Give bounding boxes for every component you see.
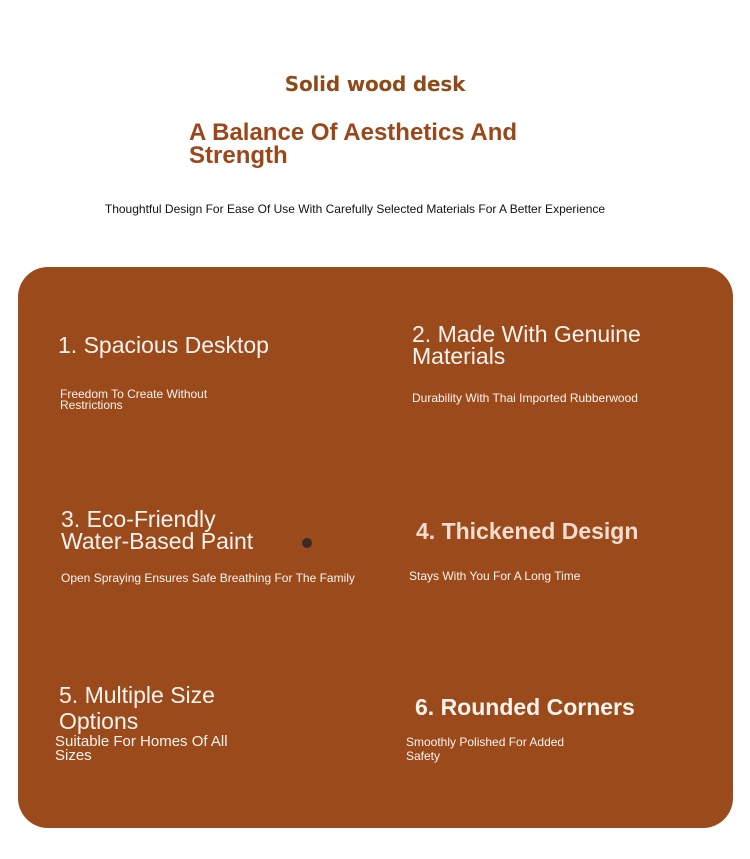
- feature-1-title: 1. Spacious Desktop: [58, 332, 269, 358]
- feature-2-title: 2. Made With Genuine Materials: [412, 321, 641, 369]
- feature-3-description: Open Spraying Ensures Safe Breathing For The Family: [61, 571, 355, 585]
- page-headline: A Balance Of Aesthetics And Strength: [189, 119, 518, 169]
- decorative-dot: [302, 538, 312, 548]
- feature-2-description: Durability With Thai Imported Rubberwood: [412, 391, 638, 405]
- page-subtitle: Thoughtful Design For Ease Of Use With Carefully Selected Materials For A Better Experience: [104, 202, 606, 216]
- feature-3-title: 3. Eco-Friendly Water-Based Paint: [61, 506, 254, 554]
- feature-5-title: 5. Multiple Size Options: [59, 682, 215, 734]
- feature-6-title: 6. Rounded Corners: [415, 694, 635, 720]
- feature-4-description: Stays With You For A Long Time: [409, 569, 581, 583]
- product-eyebrow: Solid wood desk: [284, 72, 466, 96]
- feature-1-description: Freedom To Create Without Restrictions: [60, 387, 208, 412]
- feature-5-description: Suitable For Homes Of All Sizes: [55, 733, 228, 764]
- feature-4-title: 4. Thickened Design: [416, 518, 639, 544]
- feature-6-description: Smoothly Polished For Added Safety: [406, 735, 565, 763]
